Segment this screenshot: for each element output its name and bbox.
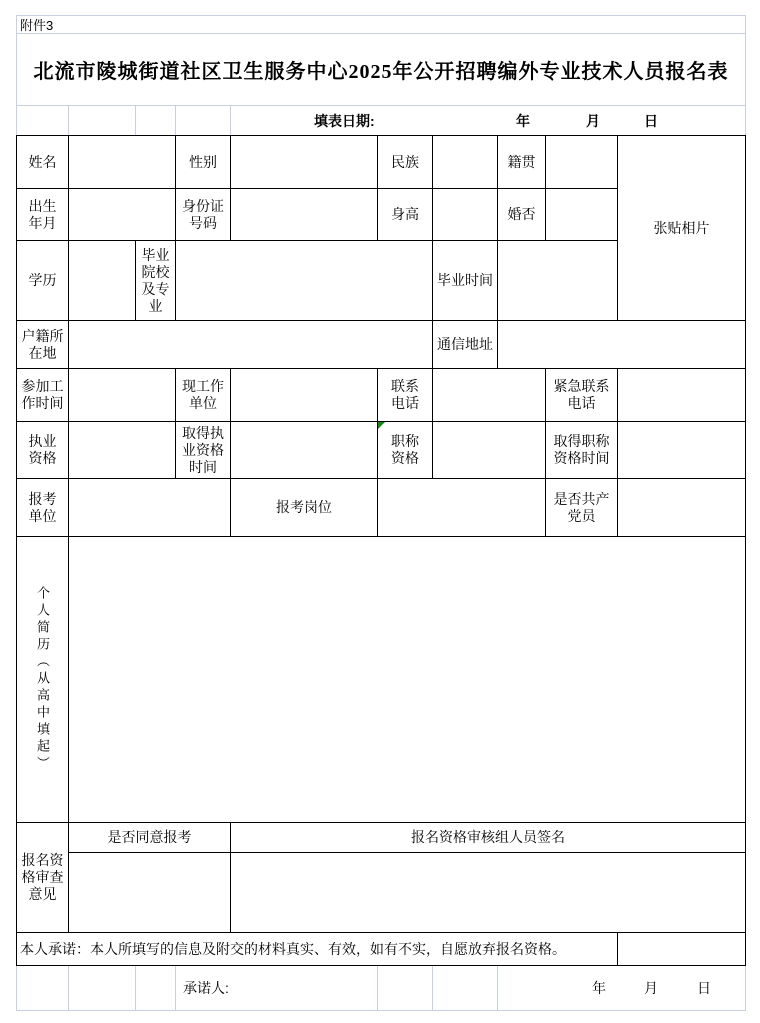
resume-label-text: 个人简历（从高中填起） — [35, 586, 50, 773]
fill-date-day: 日 — [644, 112, 658, 129]
ethnicity-value[interactable] — [432, 135, 498, 189]
resume-label — [16, 536, 69, 823]
grid-cell[interactable] — [68, 965, 136, 1011]
height-value[interactable] — [432, 188, 498, 241]
title-cert-value[interactable] — [432, 421, 546, 479]
promise-blank-cell[interactable] — [617, 932, 746, 966]
school-major-label: 毕业 院校 及专 业 — [135, 240, 176, 321]
household-location-value[interactable] — [68, 320, 433, 369]
title-cert-time-value[interactable] — [617, 421, 746, 479]
work-start-time-value[interactable] — [68, 368, 176, 422]
apply-unit-label: 报考 单位 — [16, 478, 69, 537]
graduation-time-value[interactable] — [497, 240, 618, 321]
height-label: 身高 — [377, 188, 433, 241]
agree-apply-header: 是否同意报考 — [68, 822, 231, 853]
title-cert-label: 职称 资格 — [377, 421, 433, 479]
promise-date-year: 年 — [592, 980, 606, 996]
review-opinion-label: 报名资 格审查 意见 — [16, 822, 69, 933]
education-value[interactable] — [68, 240, 136, 321]
current-employer-label: 现工作 单位 — [175, 368, 231, 422]
promise-date-cell[interactable] — [497, 965, 746, 1011]
education-label: 学历 — [16, 240, 69, 321]
apply-unit-value[interactable] — [68, 478, 231, 537]
practice-cert-time-label: 取得执 业资格 时间 — [175, 421, 231, 479]
promiser-label: 承诺人: — [183, 980, 229, 996]
contact-phone-value[interactable] — [432, 368, 546, 422]
emergency-phone-value[interactable] — [617, 368, 746, 422]
household-location-label: 户籍所 在地 — [16, 320, 69, 369]
marital-status-label: 婚否 — [497, 188, 546, 241]
contact-phone-label: 联系 电话 — [377, 368, 433, 422]
gender-value[interactable] — [230, 135, 378, 189]
fill-date-row — [230, 105, 746, 136]
graduation-time-label: 毕业时间 — [432, 240, 498, 321]
native-place-value[interactable] — [545, 135, 618, 189]
photo-placeholder[interactable]: 张贴相片 — [617, 135, 746, 321]
promise-statement: 本人承诺：本人所填写的信息及附交的材料真实、有效，如有不实，自愿放弃报名资格。 — [16, 932, 618, 966]
grid-cell[interactable] — [175, 105, 231, 136]
ethnicity-label: 民族 — [377, 135, 433, 189]
attachment-label: 附件3 — [16, 15, 746, 34]
agree-apply-value[interactable] — [68, 852, 231, 933]
grid-cell[interactable] — [135, 965, 176, 1011]
promiser-cell[interactable] — [175, 965, 378, 1011]
form-title: 北流市陵城街道社区卫生服务中心2025年公开招聘编外专业技术人员报名表 — [16, 33, 746, 106]
current-employer-value[interactable] — [230, 368, 378, 422]
grid-cell[interactable] — [68, 105, 136, 136]
name-value[interactable] — [68, 135, 176, 189]
promise-date-month: 月 — [644, 980, 658, 996]
native-place-label: 籍贯 — [497, 135, 546, 189]
fill-date-label: 填表日期: — [314, 112, 375, 129]
name-label: 姓名 — [16, 135, 69, 189]
id-number-value[interactable] — [230, 188, 378, 241]
practice-cert-label: 执业 资格 — [16, 421, 69, 479]
fill-date-month: 月 — [586, 112, 600, 129]
title-cert-time-label: 取得职称 资格时间 — [545, 421, 618, 479]
work-start-time-label: 参加工 作时间 — [16, 368, 69, 422]
reviewer-sign-header: 报名资格审核组人员签名 — [230, 822, 746, 853]
mailing-address-value[interactable] — [497, 320, 746, 369]
apply-post-label: 报考岗位 — [230, 478, 378, 537]
fill-date-year: 年 — [516, 112, 530, 129]
id-number-label: 身份证 号码 — [175, 188, 231, 241]
apply-post-value[interactable] — [377, 478, 546, 537]
reviewer-sign-value[interactable] — [230, 852, 746, 933]
birth-date-value[interactable] — [68, 188, 176, 241]
grid-cell[interactable] — [377, 965, 433, 1011]
grid-cell[interactable] — [16, 965, 69, 1011]
resume-value[interactable] — [68, 536, 746, 823]
practice-cert-value[interactable] — [68, 421, 176, 479]
grid-cell[interactable] — [16, 105, 69, 136]
birth-date-label: 出生 年月 — [16, 188, 69, 241]
grid-cell[interactable] — [432, 965, 498, 1011]
party-member-label: 是否共产 党员 — [545, 478, 618, 537]
party-member-value[interactable] — [617, 478, 746, 537]
mailing-address-label: 通信地址 — [432, 320, 498, 369]
grid-cell[interactable] — [135, 105, 176, 136]
school-major-value[interactable] — [175, 240, 433, 321]
emergency-phone-label: 紧急联系 电话 — [545, 368, 618, 422]
practice-cert-time-value[interactable] — [230, 421, 378, 479]
gender-label: 性别 — [175, 135, 231, 189]
promise-date-day: 日 — [697, 980, 711, 996]
cell-error-indicator-icon — [378, 422, 385, 429]
marital-status-value[interactable] — [545, 188, 618, 241]
